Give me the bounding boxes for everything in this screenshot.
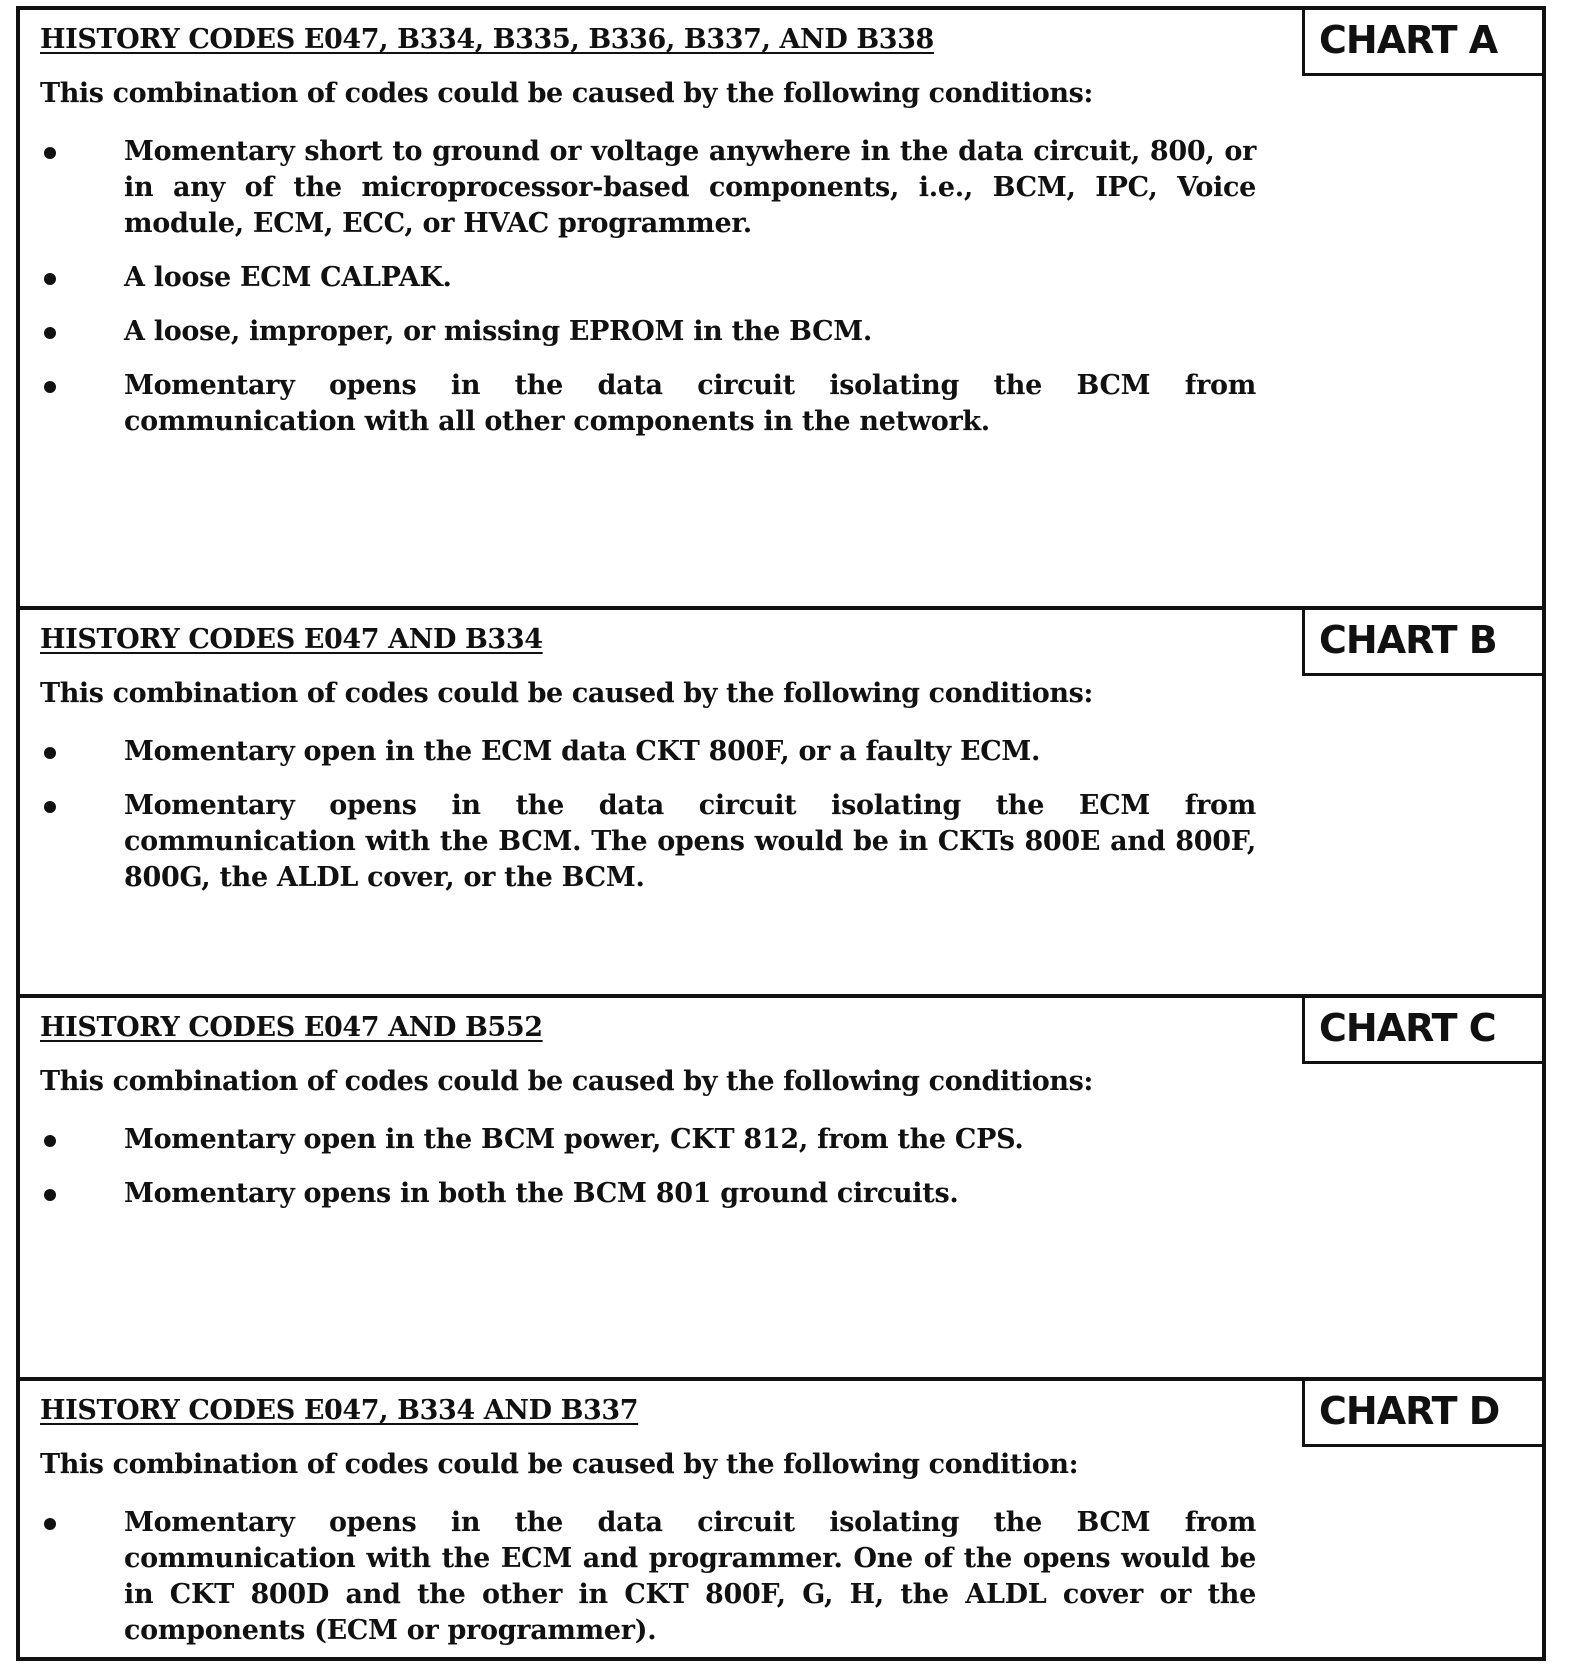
condition-text: Momentary opens in the data circuit isolating the BCM from communication with the ECM and programmer. One of the opens would be in CKT 800D and the other in CKT 800F, G, H, the ALDL cover or the components (ECM or programmer). [124,1507,1256,1646]
chart-c-condition-list [40,1122,1256,1230]
bullet-icon [44,273,56,285]
chart-c-section [20,998,1542,1381]
chart-b-section [20,610,1542,998]
chart-d-condition-list [40,1505,1256,1667]
condition-item [40,734,1256,770]
condition-item [40,314,1256,350]
bullet-icon [44,1135,56,1147]
condition-text: Momentary short to ground or voltage anywhere in the data circuit, 800, or in any of the microprocessor-based components, i.e., BCM, IPC, Voice module, ECM, ECC, or HVAC programmer. [124,136,1256,239]
chart-c-label: CHART C [1302,998,1542,1064]
chart-d-intro: This combination of codes could be caused by the following condition: [40,1449,1079,1480]
bullet-icon [44,327,56,339]
chart-c-heading: HISTORY CODES E047 AND B552 [40,1012,543,1043]
condition-text: Momentary open in the BCM power, CKT 812, from the CPS. [124,1124,1024,1155]
chart-a-intro: This combination of codes could be caused by the following conditions: [40,78,1094,109]
chart-b-label: CHART B [1302,610,1542,676]
condition-item [40,1176,1256,1212]
chart-b-heading: HISTORY CODES E047 AND B334 [40,624,543,655]
chart-b-intro: This combination of codes could be caused by the following conditions: [40,678,1094,709]
bullet-icon [44,381,56,393]
chart-b-condition-list [40,734,1256,914]
condition-item [40,788,1256,896]
condition-text: Momentary open in the ECM data CKT 800F, or a faulty ECM. [124,736,1041,767]
bullet-icon [44,1518,56,1530]
chart-c-intro: This combination of codes could be caused by the following conditions: [40,1066,1094,1097]
condition-item [40,368,1256,440]
bullet-icon [44,747,56,759]
chart-a-label: CHART A [1302,10,1542,76]
chart-d-heading: HISTORY CODES E047, B334 AND B337 [40,1395,639,1426]
condition-item [40,1505,1256,1649]
chart-a-section [20,10,1542,610]
bullet-icon [44,801,56,813]
condition-item [40,134,1256,242]
chart-a-heading: HISTORY CODES E047, B334, B335, B336, B337, AND B338 [40,24,934,55]
chart-d-section [20,1381,1542,1657]
condition-text: A loose ECM CALPAK. [124,262,452,293]
condition-item [40,1122,1256,1158]
bullet-icon [44,1189,56,1201]
bullet-icon [44,147,56,159]
condition-text: A loose, improper, or missing EPROM in the BCM. [124,316,872,347]
condition-item [40,260,1256,296]
chart-d-label: CHART D [1302,1381,1542,1447]
condition-text: Momentary opens in the data circuit isolating the BCM from communication with all other components in the network. [124,370,1256,437]
document-frame [16,6,1546,1661]
condition-text: Momentary opens in both the BCM 801 ground circuits. [124,1178,959,1209]
condition-text: Momentary opens in the data circuit isolating the ECM from communication with the BCM. The opens would be in CKTs 800E and 800F, 800G, the ALDL cover, or the BCM. [124,790,1256,893]
chart-a-condition-list [40,134,1256,458]
